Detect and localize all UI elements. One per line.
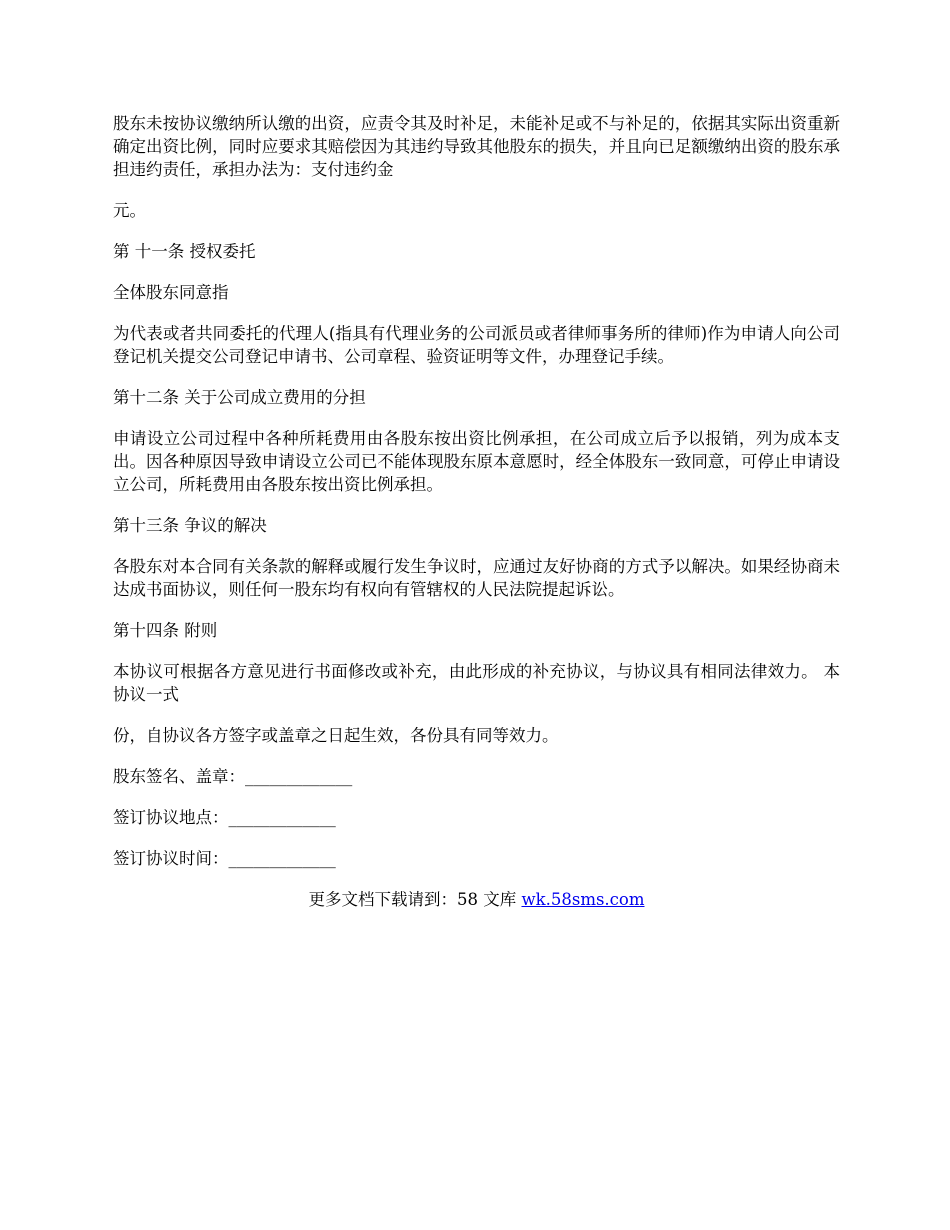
signature-line	[113, 765, 840, 788]
place-label: 签订协议地点：	[113, 808, 229, 827]
place-blank: _____________	[228, 808, 336, 827]
footer-download-note	[113, 888, 840, 911]
paragraph-effectiveness: 份，自协议各方签字或盖章之日起生效，各份具有同等效力。	[113, 726, 559, 745]
footer-text: 更多文档下载请到：58 文库	[308, 890, 522, 909]
article-12-heading: 第十二条 关于公司成立费用的分担	[113, 388, 366, 407]
article-13-heading: 第十三条 争议的解决	[113, 516, 267, 535]
paragraph-yuan: 元。	[113, 201, 146, 220]
paragraph-cost-sharing: 申请设立公司过程中各种所耗费用由各股东按出资比例承担，在公司成立后予以报销，列为成本支出。因各种原因导致申请设立公司已不能体现股东原本意愿时，经全体股东一致同意，可停止申请设立公司，所耗费用由各股东按出资比例承担。	[113, 429, 840, 494]
paragraph-dispute-text: 各股东对本合同有关条款的解释或履行发生争议时，应通过友好协商的方式予以解决。如果经协商未达成书面协议，则任何一股东均有权向有管辖权的人民法院提起诉讼。	[113, 557, 840, 599]
paragraph-all-shareholders-agree: 全体股东同意指	[113, 283, 229, 302]
paragraph-capital-contribution: 股东未按协议缴纳所认缴的出资，应责令其及时补足，未能补足或不与补足的，依据其实际出资重新确定出资比例，同时应要求其赔偿因为其违约导致其他股东的损失，并且向已足额缴纳出资的股东承担违约责任，承担办法为：支付违约金	[113, 114, 840, 179]
document-page	[113, 112, 840, 911]
signature-label: 股东签名、盖章：	[113, 767, 245, 786]
paragraph-supplementary: 本协议可根据各方意见进行书面修改或补充，由此形成的补充协议，与协议具有相同法律效力。 本协议一式	[113, 662, 840, 704]
paragraph-agent-authorization: 为代表或者共同委托的代理人(指具有代理业务的公司派员或者律师事务所的律师)作为申请人向公司登记机关提交公司登记申请书、公司章程、验资证明等文件，办理登记手续。	[113, 324, 840, 366]
place-line	[113, 806, 840, 829]
signature-blank: _____________	[245, 767, 353, 786]
article-14-heading: 第十四条 附则	[113, 621, 218, 640]
time-blank: _____________	[228, 849, 336, 868]
time-label: 签订协议时间：	[113, 849, 229, 868]
article-11-heading: 第 十一条 授权委托	[113, 242, 256, 261]
time-line	[113, 847, 840, 870]
footer-link[interactable]: wk.58sms.com	[521, 890, 645, 909]
